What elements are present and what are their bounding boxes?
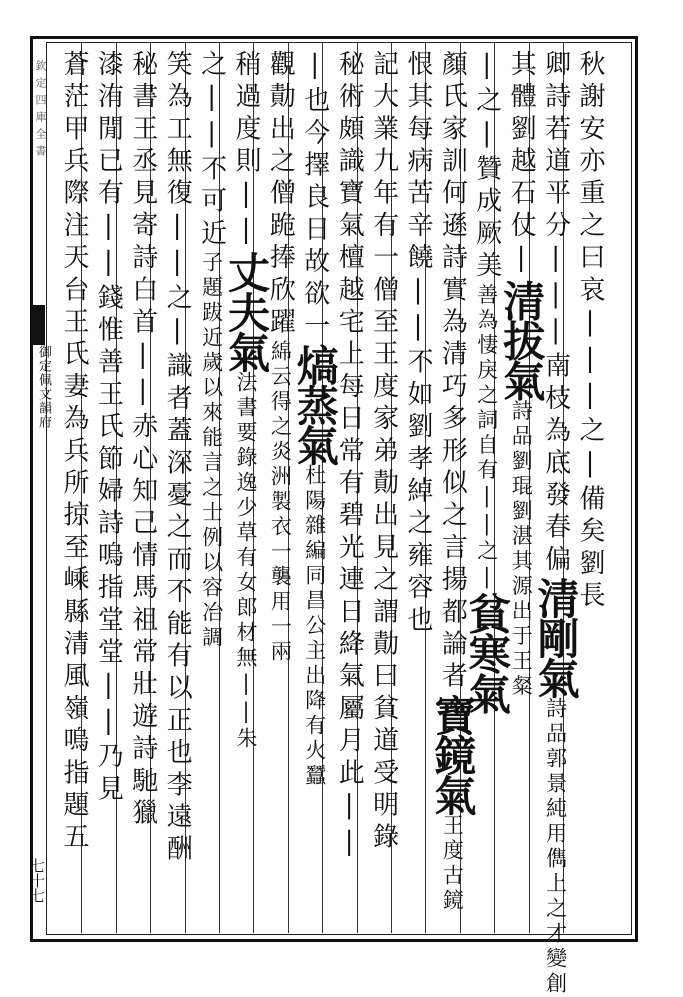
column-text: 卿詩若道平分|||南枝為底發春偏 [540,50,571,578]
column-text: 之||不可近 [196,50,227,252]
column-text: 秘書王丞見寄詩白首||赤心知己情馬祖常壯遊詩馳獵 [127,50,158,831]
margin-book-title: 御定佩文韻府 [36,345,51,429]
column-text: 王度古鏡 [440,814,465,914]
column-text: 顏氏家訓何遜詩實為清巧多形似之言揚都論者 [437,50,468,694]
entry-heading: 丈夫氣 [222,251,271,372]
column-text: 觀勣出之僧跪捧欣躍 [265,50,296,340]
entry-heading: 寶鏡氣 [428,694,478,814]
entry-heading: 貧寒氣 [462,592,512,713]
column-text: 漆洧閒已有||錢惟善王氏節婦詩嗚指堂堂||乃見 [93,50,124,807]
column-text: 綿云得之炎洲製衣一襲用一兩 [268,339,293,665]
column-text: 詩品劉琨劉湛其源出于王粲 [509,399,534,700]
text-column [52,50,96,930]
column-text: 記大業九年有一僧至王度家弟勣出見之謂勣曰貧道受明錄 [368,50,399,855]
column-text: 其體劉越石仗| [506,50,537,280]
column-text: 秋謝安亦重之曰哀|||之|備矣劉長 [575,50,605,614]
column-text: 善為悽戾之詞自有||之| [474,283,499,593]
column-text: 法書要錄逸少草有女郎材無||朱 [234,371,258,753]
column-text: 蒼茫甲兵際注天台王氏妻為兵所掠至嵊縣清風嶺嗚指題五 [59,50,89,855]
fish-tail-mark [33,305,45,345]
column-text: 恨其每病苦辛饒||不如劉孝綽之雍容也 [403,50,433,638]
column-text: |也今擇良日故欲一 [299,50,330,344]
column-text: 稍過度則|| [231,50,261,252]
entry-heading: 清拔氣 [497,279,547,400]
margin-fragment: 欽定四庫全書 [34,60,47,162]
column-text: 秘術頗識寶氣檀越宅上每日常有碧光連日絳氣屬月此|| [334,50,365,863]
column-text: 子題跋近歲以來能言之士例以容冶調 [199,251,224,652]
column-text: 詩品郭景純用儁上之才變創 [543,697,568,997]
entry-heading: 熇蒸氣 [290,343,340,464]
column-text: 杜陽雜編同昌公主出降有火蠶 [302,463,327,789]
column-text: 笑為工無復||之|識者蓋深憂之而不能有以正也李遠酬 [162,50,193,867]
column-text: |之|贊成厥美 [471,50,502,284]
entry-heading: 清剛氣 [531,577,581,698]
leaf-number: 七十七 [28,858,46,903]
